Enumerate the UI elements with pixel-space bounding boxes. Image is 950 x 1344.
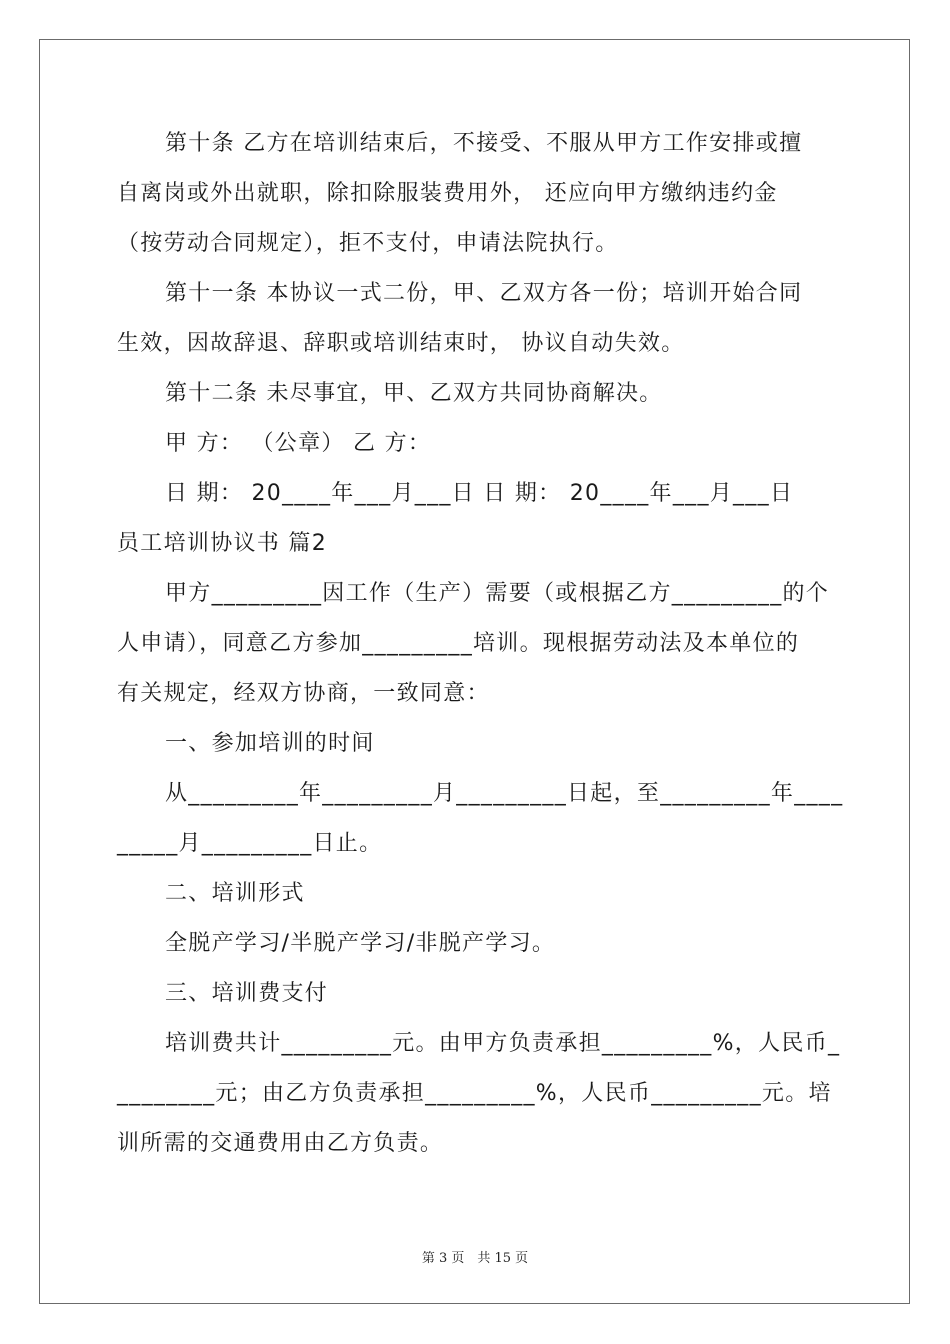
clause-11-line-1: 第十一条 本协议一式二份，甲、乙双方各一份；培训开始合同 — [165, 281, 803, 306]
signature-dates: 日 期： 20____年___月___日 日 期： 20____年___月___日 — [165, 481, 794, 506]
section-title-part-2: 员工培训协议书 篇2 — [117, 531, 327, 556]
clause-10-line-3: （按劳动合同规定），拒不支付，申请法院执行。 — [117, 231, 619, 256]
intro-line-3: 有关规定，经双方协商，一致同意： — [117, 681, 490, 706]
heading-training-fee: 三、培训费支付 — [165, 981, 329, 1006]
training-time-line-1: 从_________年_________月_________日起，至_________年____ — [165, 781, 844, 806]
clause-10-line-2: 自离岗或外出就职，除扣除服装费用外， 还应向甲方缴纳违约金 — [117, 181, 778, 206]
intro-line-1: 甲方_________因工作（生产）需要（或根据乙方_________的个 — [165, 581, 830, 606]
training-fee-line-1: 培训费共计_________元。由甲方负责承担_________%，人民币_ — [165, 1031, 841, 1056]
heading-training-form: 二、培训形式 — [165, 881, 305, 906]
training-fee-line-2: ________元；由乙方负责承担_________%，人民币_________元。培 — [117, 1081, 832, 1106]
heading-training-time: 一、参加培训的时间 — [165, 731, 375, 756]
clause-10-line-1: 第十条 乙方在培训结束后，不接受、不服从甲方工作安排或擅 — [165, 131, 803, 156]
intro-line-2: 人申请），同意乙方参加_________培训。现根据劳动法及本单位的 — [117, 631, 800, 656]
signature-parties: 甲 方： （公章） 乙 方： — [165, 431, 432, 456]
training-fee-line-3: 训所需的交通费用由乙方负责。 — [117, 1131, 444, 1156]
training-time-line-2: _____月_________日止。 — [117, 831, 383, 856]
training-form-options: 全脱产学习/半脱产学习/非脱产学习。 — [165, 931, 556, 956]
page-number: 第 3 页 共 15 页 — [421, 1251, 529, 1266]
clause-11-line-2: 生效，因故辞退、辞职或培训结束时， 协议自动失效。 — [117, 331, 685, 356]
clause-12: 第十二条 未尽事宜，甲、乙双方共同协商解决。 — [165, 381, 663, 406]
